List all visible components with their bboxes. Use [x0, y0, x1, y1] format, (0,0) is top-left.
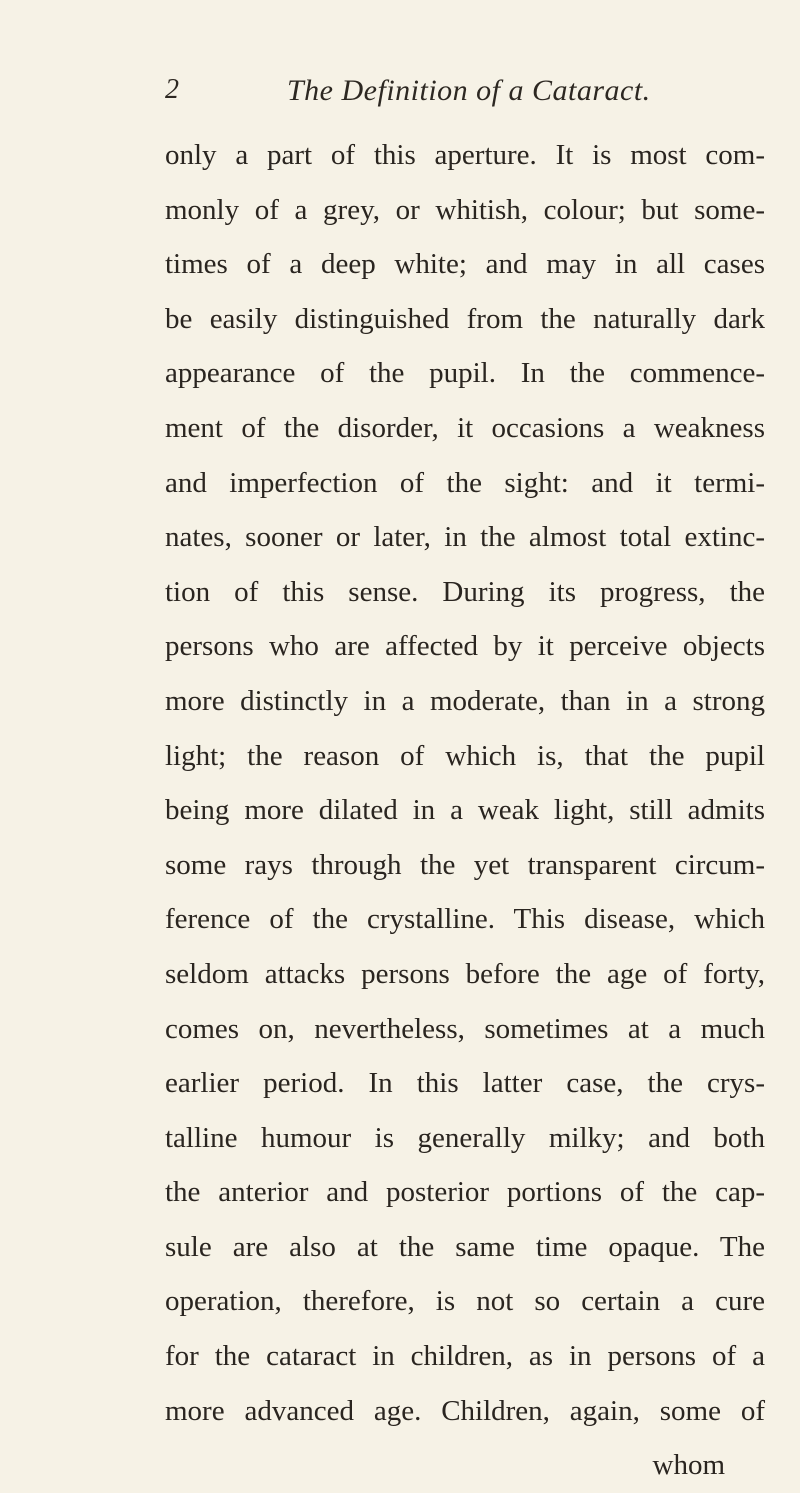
text-line: persons who are affected by it perceive objects: [165, 630, 765, 663]
running-head: [165, 74, 785, 114]
text-line: for the cataract in children, as in persons of a: [165, 1340, 765, 1373]
text-line: appearance of the pupil. In the commence-: [165, 357, 765, 390]
catchword: whom: [652, 1449, 725, 1482]
text-line: tion of this sense. During its progress, the: [165, 575, 765, 608]
text-line: and imperfection of the sight: and it termi-: [165, 466, 765, 499]
text-line: comes on, nevertheless, sometimes at a much: [165, 1012, 765, 1045]
text-line: times of a deep white; and may in all cases: [165, 248, 765, 281]
running-title: The Definition of a Cataract.: [287, 74, 651, 107]
text-line: light; the reason of which is, that the pupil: [165, 739, 765, 772]
text-line: ference of the crystalline. This disease, which: [165, 903, 765, 936]
text-line: earlier period. In this latter case, the crys-: [165, 1067, 765, 1100]
text-line: the anterior and posterior portions of the cap-: [165, 1176, 765, 1209]
text-line: talline humour is generally milky; and both: [165, 1121, 765, 1154]
text-line: ment of the disorder, it occasions a weakness: [165, 411, 765, 444]
body-text: [165, 128, 765, 1493]
text-line: operation, therefore, is not so certain a cure: [165, 1285, 765, 1318]
text-line: be easily distinguished from the naturally dark: [165, 302, 765, 335]
text-line: nates, sooner or later, in the almost total extinc-: [165, 521, 765, 554]
page-number: 2: [165, 74, 179, 105]
text-line: only a part of this aperture. It is most com-: [165, 139, 765, 171]
text-line: some rays through the yet transparent circum-: [165, 848, 765, 881]
text-line: more advanced age. Children, again, some of: [165, 1394, 765, 1427]
text-line: being more dilated in a weak light, still admits: [165, 794, 765, 827]
text-line: seldom attacks persons before the age of forty,: [165, 957, 765, 990]
text-line: sule are also at the same time opaque. The: [165, 1230, 765, 1263]
text-line: more distinctly in a moderate, than in a strong: [165, 684, 765, 717]
text-line: monly of a grey, or whitish, colour; but some-: [165, 193, 765, 226]
